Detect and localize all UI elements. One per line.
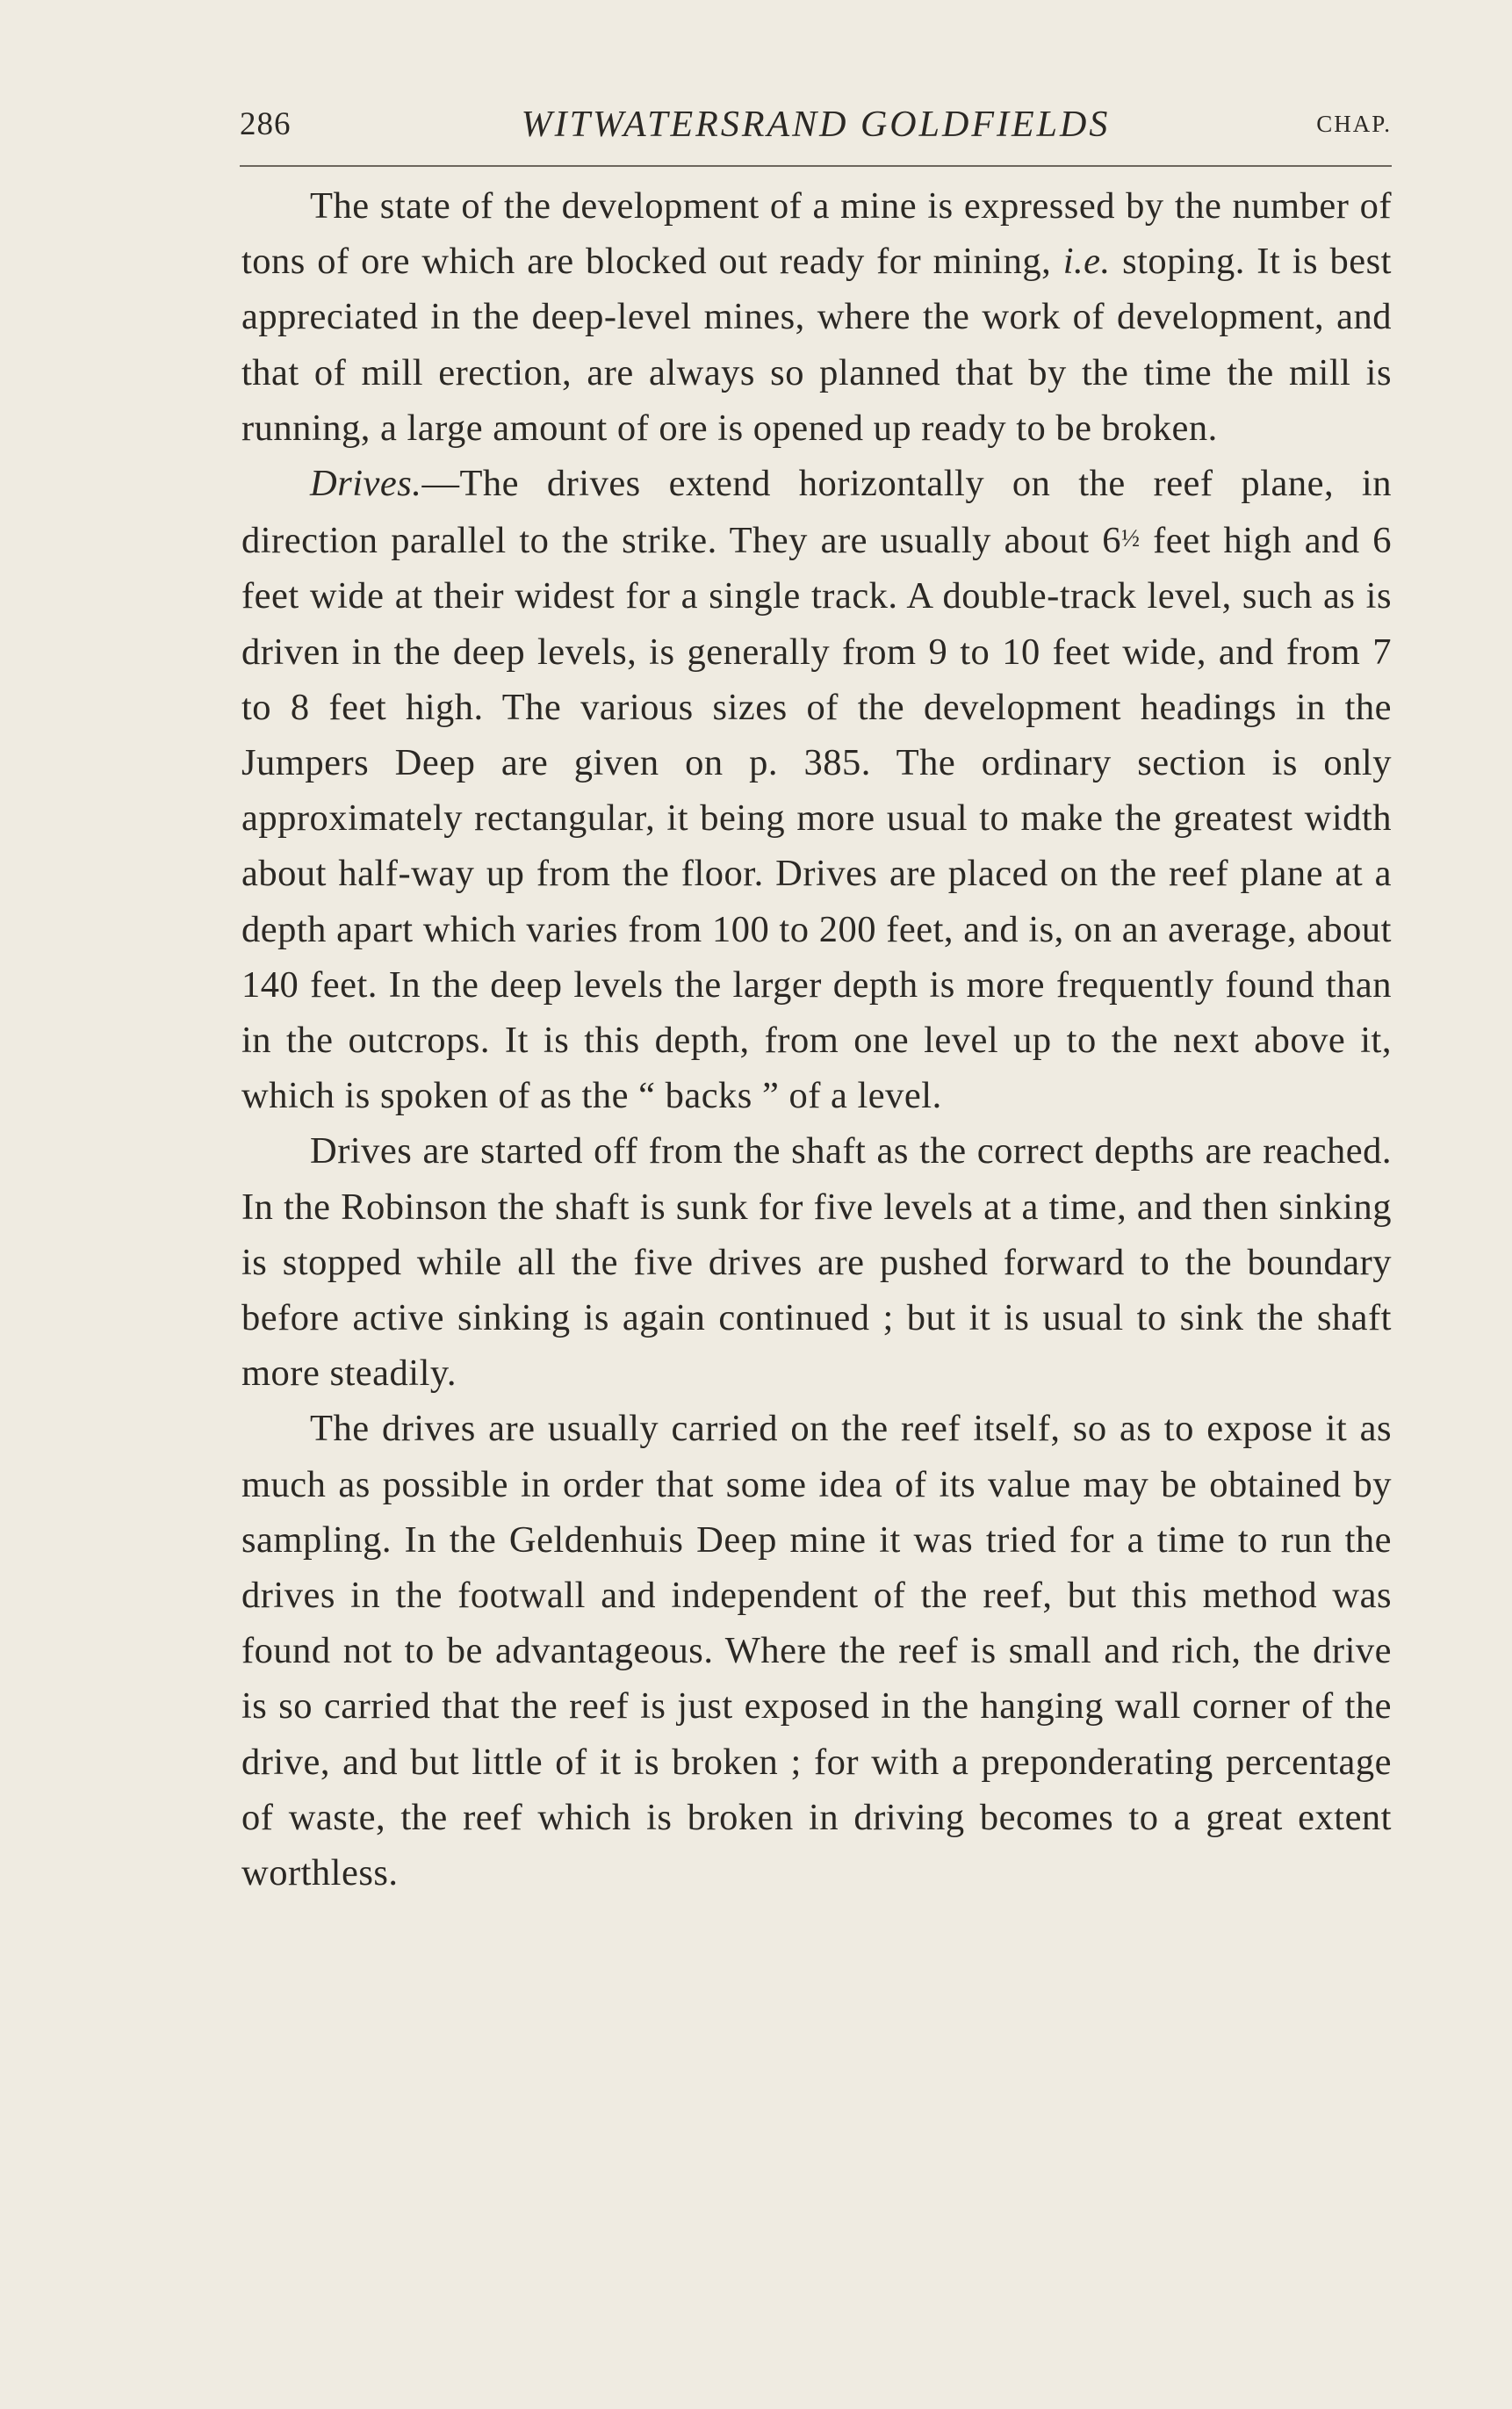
paragraph-text: The drives are usually carried on the reef itself, so as to expose it as much as possible in order that some idea of its value may be obtained by sampling. In the Geldenhuis Deep mine it was tried for a time to run the drives in the footwall and independent of the reef, but this method was found not to be advantageous. Where the reef is small and rich, the drive is so carried that the reef is just exposed in the hanging wall corner of the drive, and but little of it is broken ; for with a preponderating percentage of waste, the reef which is broken in driving becomes to a great extent worthless. — [241, 1408, 1392, 1894]
paragraph-text: feet high and 6 feet wide at their widest for a single track. A double-track level, such as is driven in the deep levels, is generally from 9 to 10 feet wide, and from 7 to 8 feet high. The various sizes of the development headings in the Jumpers Deep are given on p. 385. The ordinary section is only approximately rectangular, it being more usual to make the greatest width about half-way up from the floor. Drives are placed on the reef plane at a depth apart which varies from 100 to 200 feet, and is, on an average, about 140 feet. In the deep levels the larger depth is more frequently found than in the outcrops. It is this depth, from one level up to the next above it, which is spoken of as the “ backs ” of a level. — [241, 520, 1393, 1117]
page-header — [240, 98, 1392, 151]
header-rule — [240, 165, 1392, 167]
page-number: 286 — [240, 106, 292, 142]
chapter-label: CHAP. — [1316, 111, 1392, 137]
paragraph-drives-started — [241, 1123, 1392, 1401]
paragraph-text: stoping. It is best appreciated in the deep-level mines, where the work of development, and that of mill erection, are always so planned that by the time the mill is running, a large amount of ore is opened up ready to be broken. — [241, 241, 1392, 449]
running-title: WITWATERSRAND GOLDFIELDS — [521, 105, 1111, 145]
body-text — [241, 178, 1392, 1901]
paragraph-text: The state of the development of a mine is expressed by the number of tons of ore which are blocked out ready for mining, — [241, 185, 1392, 283]
side-heading-drives: Drives. — [310, 463, 422, 505]
italic-abbreviation: i.e. — [1062, 241, 1111, 283]
paragraph-drives — [241, 456, 1392, 1123]
paragraph-text: —The drives extend horizontally on the reef plane, in direction parallel to the strike. They are usually about 6 — [241, 463, 1392, 562]
paragraph-text: Drives are started off from the shaft as the correct depths are reached. In the Robinson the shaft is sunk for five levels at a time, and then sinking is stopped while all the five drives are pushed forward to the boundary before active sinking is again continued ; but it is usual to sink the shaft more steadily. — [241, 1130, 1392, 1395]
paragraph-development — [241, 178, 1392, 456]
fraction-half: ½ — [1120, 525, 1141, 553]
paragraph-drives-reef — [241, 1401, 1392, 1901]
